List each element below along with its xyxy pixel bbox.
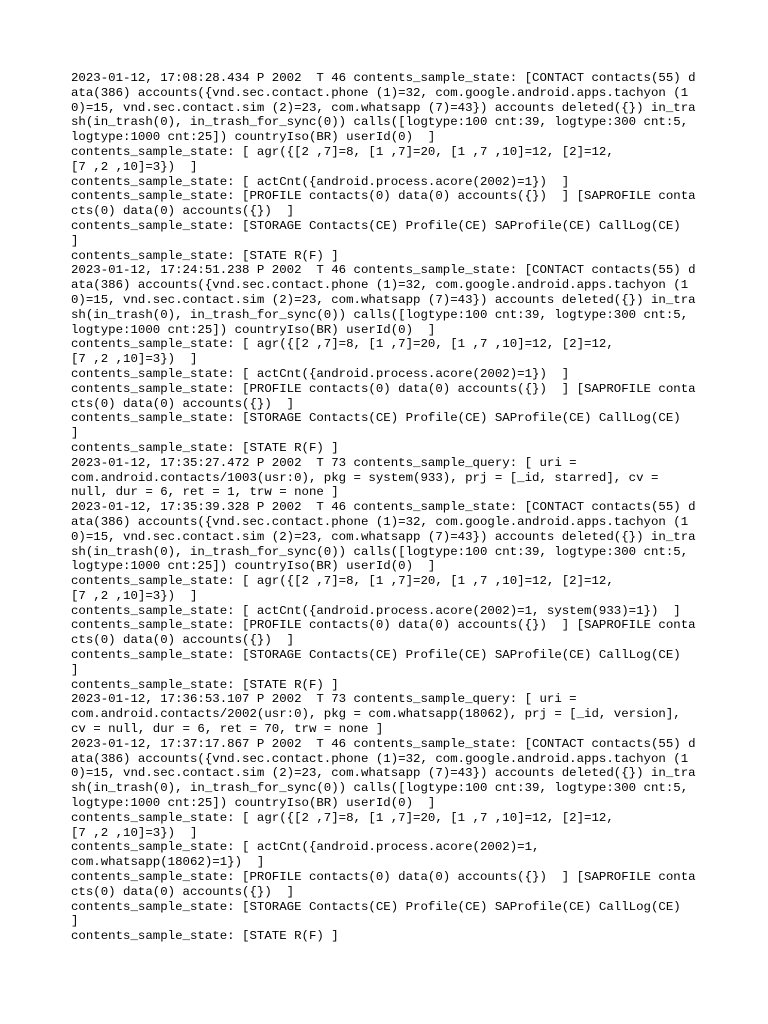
log-entry: contents_sample_state: [PROFILE contacts(0) data(0) accounts({}) ] [SAPROFILE contacts(0) data(0) accounts({}) ]	[71, 870, 696, 899]
log-entry: contents_sample_state: [STATE R(F) ]	[71, 929, 339, 944]
log-document	[71, 71, 701, 944]
log-entry: contents_sample_state: [PROFILE contacts(0) data(0) accounts({}) ] [SAPROFILE contacts(0) data(0) accounts({}) ]	[71, 618, 696, 648]
log-entry: contents_sample_state: [ agr({[2 ,7]=8, [1 ,7]=20, [1 ,7 ,10]=12, [2]=12, [7 ,2 ,10]=3}) ]	[71, 144, 614, 174]
log-entry: contents_sample_state: [STATE R(F) ]	[71, 677, 339, 692]
log-entry: 2023-01-12, 17:08:28.434 P 2002 T 46 contents_sample_state: [CONTACT contacts(55) data(386) accounts({vnd.sec.contact.phone (1)=32, com.google.android.apps.tachyon (10)=15, vnd.sec.contact.sim (2)=23, com.whatsapp (7)=43}) accounts deleted({}) in_trash(in_trash(0), in_trash_for_sync(0)) calls([logtype:100 cnt:39, logtype:300 cnt:5, logtype:1000 cnt:25]) countryIso(BR) userId(0) ]	[71, 71, 696, 145]
log-entry: contents_sample_state: [ actCnt({android.process.acore(2002)=1, com.whatsapp(18062)=1}) ]	[71, 840, 540, 870]
log-entry: 2023-01-12, 17:37:17.867 P 2002 T 46 contents_sample_state: [CONTACT contacts(55) data(386) accounts({vnd.sec.contact.phone (1)=32, com.google.android.apps.tachyon (10)=15, vnd.sec.contact.sim (2)=23, com.whatsapp (7)=43}) accounts deleted({}) in_trash(in_trash(0), in_trash_for_sync(0)) calls([logtype:100 cnt:39, logtype:300 cnt:5, logtype:1000 cnt:25]) countryIso(BR) userId(0) ]	[71, 736, 696, 811]
log-entry: contents_sample_state: [STORAGE Contacts(CE) Profile(CE) SAProfile(CE) CallLog(CE) ]	[71, 899, 681, 929]
log-entry: contents_sample_state: [ agr({[2 ,7]=8, [1 ,7]=20, [1 ,7 ,10]=12, [2]=12, [7 ,2 ,10]=3}) ]	[71, 574, 614, 603]
log-entry: contents_sample_state: [ agr({[2 ,7]=8, [1 ,7]=20, [1 ,7 ,10]=12, [2]=12, [7 ,2 ,10]=3}) ]	[71, 810, 614, 840]
log-entry: contents_sample_state: [PROFILE contacts(0) data(0) accounts({}) ] [SAPROFILE contacts(0) data(0) accounts({}) ]	[71, 381, 696, 411]
log-entry: contents_sample_state: [ actCnt({android.process.acore(2002)=1}) ]	[71, 366, 570, 381]
log-entry: 2023-01-12, 17:35:27.472 P 2002 T 73 contents_sample_query: [ uri = com.android.contacts/1003(usr:0), pkg = system(933), prj = [_id, starred], cv = null, dur = 6, ret = 1, trw = none ]	[71, 455, 659, 500]
log-entry: 2023-01-12, 17:24:51.238 P 2002 T 46 contents_sample_state: [CONTACT contacts(55) data(386) accounts({vnd.sec.contact.phone (1)=32, com.google.android.apps.tachyon (10)=15, vnd.sec.contact.sim (2)=23, com.whatsapp (7)=43}) accounts deleted({}) in_trash(in_trash(0), in_trash_for_sync(0)) calls([logtype:100 cnt:39, logtype:300 cnt:5, logtype:1000 cnt:25]) countryIso(BR) userId(0) ]	[71, 263, 696, 337]
log-entry: 2023-01-12, 17:35:39.328 P 2002 T 46 contents_sample_state: [CONTACT contacts(55) data(386) accounts({vnd.sec.contact.phone (1)=32, com.google.android.apps.tachyon (10)=15, vnd.sec.contact.sim (2)=23, com.whatsapp (7)=43}) accounts deleted({}) in_trash(in_trash(0), in_trash_for_sync(0)) calls([logtype:100 cnt:39, logtype:300 cnt:5, logtype:1000 cnt:25]) countryIso(BR) userId(0) ]	[71, 500, 696, 574]
log-entry: contents_sample_state: [ actCnt({android.process.acore(2002)=1}) ]	[71, 174, 570, 189]
log-entry: contents_sample_state: [STORAGE Contacts(CE) Profile(CE) SAProfile(CE) CallLog(CE) ]	[71, 411, 681, 441]
log-entry: contents_sample_state: [PROFILE contacts(0) data(0) accounts({}) ] [SAPROFILE contacts(0) data(0) accounts({}) ]	[71, 189, 696, 219]
log-entry: contents_sample_state: [STORAGE Contacts(CE) Profile(CE) SAProfile(CE) CallLog(CE) ]	[71, 648, 681, 677]
log-entry: 2023-01-12, 17:36:53.107 P 2002 T 73 contents_sample_query: [ uri = com.android.contacts/2002(usr:0), pkg = com.whatsapp(18062), prj = [_id, version], cv = null, dur = 6, ret = 70, trw = none ]	[71, 692, 681, 737]
log-entry: contents_sample_state: [STORAGE Contacts(CE) Profile(CE) SAProfile(CE) CallLog(CE) ]	[71, 218, 681, 248]
log-entry: contents_sample_state: [ actCnt({android.process.acore(2002)=1, system(933)=1}) ]	[71, 603, 681, 618]
log-entry: contents_sample_state: [STATE R(F) ]	[71, 248, 339, 263]
log-entry: contents_sample_state: [STATE R(F) ]	[71, 440, 339, 455]
log-entry: contents_sample_state: [ agr({[2 ,7]=8, [1 ,7]=20, [1 ,7 ,10]=12, [2]=12, [7 ,2 ,10]=3}) ]	[71, 337, 614, 367]
